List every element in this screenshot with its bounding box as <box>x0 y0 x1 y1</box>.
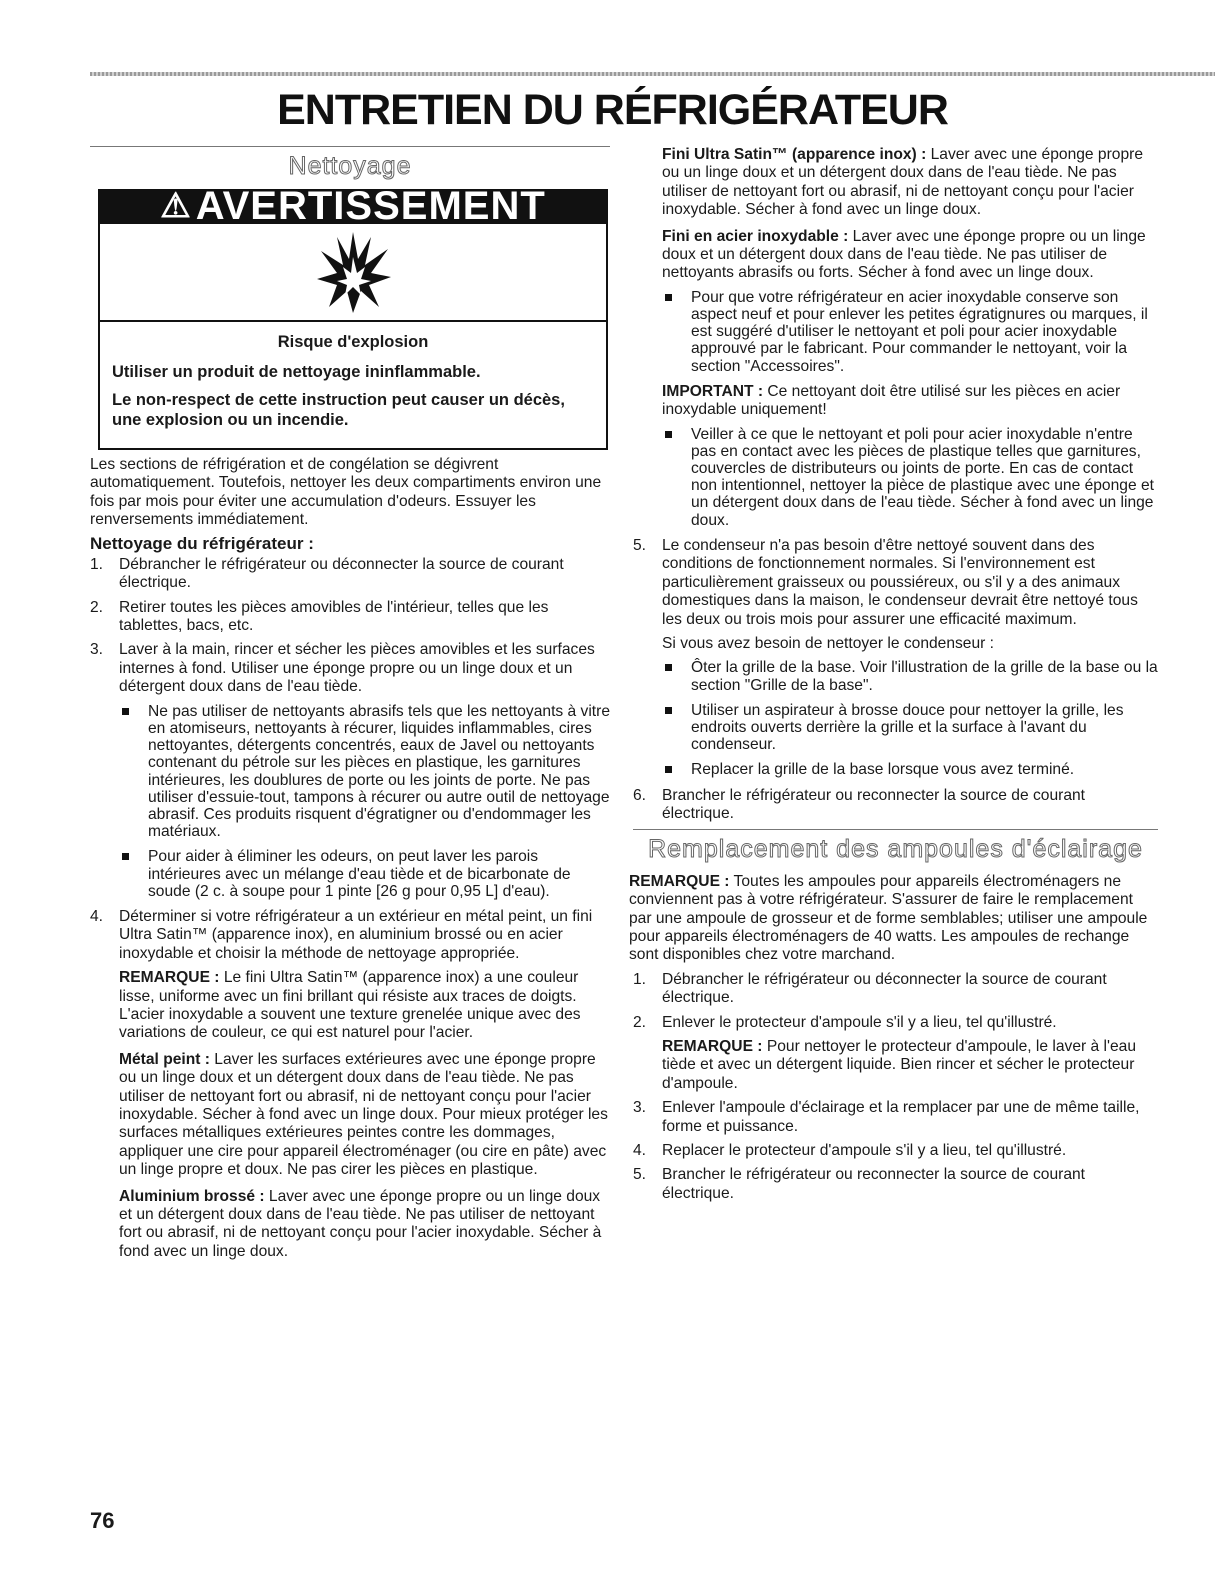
step-text: Brancher le réfrigérateur ou reconnecter la source de courant électrique. <box>662 1166 1085 1202</box>
step-number: 1. <box>633 970 647 988</box>
subheading-nettoyage-refrigerateur: Nettoyage du réfrigérateur : <box>90 534 314 554</box>
warning-triangle-icon: ⚠ <box>160 187 192 226</box>
bulb-remarque-paragraph <box>662 1038 1158 1093</box>
step-5-subtext: Si vous avez besoin de nettoyer le condenseur : <box>662 634 995 652</box>
bullet-item <box>662 761 1158 778</box>
bullet-text: Pour que votre réfrigérateur en acier inoxydable conserve son aspect neuf et pour enlever les petites égratignures ou marques, il est suggéré d'utiliser le nettoyant et poli pour acier inoxydable approuvé par le fabricant. Pour commander le nettoyant, voir la section "Accessoires". <box>691 288 1148 375</box>
list-item <box>633 1099 1158 1136</box>
bullet-square-icon <box>122 853 129 860</box>
warning-title: AVERTISSEMENT <box>195 184 546 229</box>
remarque-label: REMARQUE : <box>662 1038 763 1056</box>
list-item <box>633 537 1158 779</box>
section-heading-ampoules: Remplacement des ampoules d'éclairage <box>648 835 1143 864</box>
aluminium-text: Laver avec une éponge propre ou un linge doux et un détergent doux dans de l'eau tiède. Ne pas utiliser de nettoyant fort ou abrasif, ni de nettoyant conçu pour l'acier inoxydable. Sécher à fond avec un linge doux. <box>119 1187 602 1260</box>
acier-inox-paragraph <box>662 228 1158 283</box>
bullet-square-icon <box>665 707 672 714</box>
step-number: 2. <box>90 598 104 616</box>
list-item <box>90 599 610 636</box>
aluminium-paragraph <box>119 1188 610 1262</box>
important-paragraph <box>662 383 1158 420</box>
ultra-satin-label: Fini Ultra Satin™ (apparence inox) : <box>662 146 927 163</box>
step-number: 5. <box>633 536 647 554</box>
remarque-label: REMARQUE : <box>119 969 220 987</box>
list-item <box>90 641 610 899</box>
step-text: Laver à la main, rincer et sécher les pièces amovibles et les surfaces internes à fond. Utiliser une éponge propre ou un linge doux et un détergent doux dans de l'eau tiède. <box>119 641 595 696</box>
bulb-steps <box>633 971 1158 1203</box>
step-number: 6. <box>633 786 647 804</box>
warning-risk: Risque d'explosion <box>277 332 429 351</box>
step-text: Débrancher le réfrigérateur ou déconnecter la source de courant électrique. <box>119 555 564 592</box>
bullet-square-icon <box>665 294 672 301</box>
divider <box>90 146 610 147</box>
step-text: Enlever l'ampoule d'éclairage et la remplacer par une de même taille, forme et puissance. <box>662 1099 1140 1135</box>
intro-paragraph: Les sections de réfrigération et de congélation se dégivrent automatiquement. Toutefois, nettoyer les deux compartiments environ une fois par mois pour éviter une accumulation d'odeurs. Essuyer les renversements immédiatement. <box>90 455 602 529</box>
step-text: Enlever le protecteur d'ampoule s'il y a lieu, tel qu'illustré. <box>662 1013 1057 1031</box>
inox-bullets <box>662 289 1158 375</box>
acier-inox-text: Laver avec une éponge propre ou un linge doux et un détergent doux dans de l'eau tiède. Ne pas utiliser de nettoyants abrasifs ou forts. Sécher à fond avec un linge doux. <box>662 227 1146 282</box>
list-item <box>633 971 1158 1008</box>
bulb-remarque-intro <box>629 873 1158 965</box>
step-number: 3. <box>90 641 104 659</box>
warning-body <box>100 322 606 448</box>
bullet-item <box>119 703 610 841</box>
warning-box <box>98 184 608 449</box>
bullet-item <box>662 702 1158 754</box>
step-3-bullets <box>119 703 610 900</box>
step-4-continued <box>633 146 1158 529</box>
step-number: 4. <box>633 1142 647 1160</box>
metal-peint-paragraph <box>119 1051 610 1180</box>
list-item <box>633 787 1158 824</box>
warning-header <box>100 184 606 229</box>
cleaning-steps-continued <box>633 537 1158 823</box>
bullet-item <box>662 289 1158 375</box>
step-text: Débrancher le réfrigérateur ou déconnecter la source de courant électrique. <box>662 970 1107 1007</box>
bullet-item <box>662 659 1158 693</box>
bullet-item <box>119 848 610 900</box>
step-number: 2. <box>633 1013 647 1031</box>
list-item <box>633 1142 1158 1160</box>
bullet-text: Pour aider à éliminer les odeurs, on peut laver les parois intérieures avec un mélange d'eau tiède et de bicarbonate de soude (2 c. à soupe pour 1 pinte [26 g pour 0,95 L] d'eau). <box>148 848 571 900</box>
step-text: Déterminer si votre réfrigérateur a un extérieur en métal peint, un fini Ultra Satin™ (apparence inox), en aluminium brossé ou en acier inoxydable et choisir la méthode de nettoyage appropriée. <box>119 907 593 962</box>
step-number: 4. <box>90 907 104 925</box>
warning-symbol-area <box>100 224 606 322</box>
bullet-text: Utiliser un aspirateur à brosse douce pour nettoyer la grille, les endroits ouverts derrière la grille et la surface à l'avant du condenseur. <box>691 701 1124 754</box>
list-item <box>633 1014 1158 1094</box>
step-text: Le condenseur n'a pas besoin d'être nettoyé souvent dans des conditions de fonctionnement normales. Si l'environnement est particulièrement graisseux ou poussiéreux, ou s'il y a des animaux domestiques dans la maison, le condenseur devrait être nettoyé tous les deux ou trois mois pour assurer une efficacité maximum. <box>662 536 1138 628</box>
remarque-text: Pour nettoyer le protecteur d'ampoule, le laver à l'eau tiède et avec un détergent liquide. Bien rincer et sécher le protecteur d'ampoule. <box>662 1038 1136 1092</box>
important-text: Ce nettoyant doit être utilisé sur les pièces en acier inoxydable uniquement! <box>662 382 1121 419</box>
metal-peint-text: Laver les surfaces extérieures avec une éponge propre ou un linge doux et un détergent doux dans de l'eau tiède. Ne pas utiliser de nettoyant fort ou abrasif, ni de nettoyant conçu pour l'acier inoxydable. Sécher à fond avec un linge doux. Pour mieux protéger les surfaces métalliques extérieures peintes contre les dommages, appliquer une cire pour appareil électroménager (ou cire en pâte) avec un linge propre et doux. Ne pas cirer les pièces en plastique. <box>119 1050 608 1179</box>
important-bullets <box>662 426 1158 529</box>
remarque-label: REMARQUE : <box>629 872 730 890</box>
warning-line-2: Le non-respect de cette instruction peut causer un décès, une explosion ou un incendie. <box>112 390 565 429</box>
page-number: 76 <box>90 1508 115 1533</box>
bullet-text: Replacer la grille de la base lorsque vous avez terminé. <box>691 761 1075 779</box>
step-number: 1. <box>90 555 104 573</box>
page-title: ENTRETIEN DU RÉFRIGÉRATEUR <box>277 86 948 134</box>
list-item <box>90 908 610 1261</box>
remarque-text: Toutes les ampoules pour appareils électroménagers ne conviennent pas à votre réfrigérateur. S'assurer de faire le remplacement par une ampoule de grosseur et de forme semblables; utiliser une ampoule pour appareils électroménagers de 40 watts. Les ampoules de rechange sont disponibles chez votre marchand. <box>629 872 1148 964</box>
bullet-square-icon <box>122 708 129 715</box>
explosion-icon <box>313 227 393 317</box>
bullet-text: Veiller à ce que le nettoyant et poli pour acier inoxydable n'entre pas en contact avec les pièces de plastique telles que garnitures, couvercles de distributeurs ou joints de porte. En cas de contact non intentionnel, nettoyer la pièce de plastique avec une éponge et un détergent doux dans de l'eau tiède. Sécher à fond avec un linge doux. <box>691 425 1154 529</box>
list-item <box>90 556 610 593</box>
ultra-satin-paragraph <box>662 146 1158 220</box>
left-column <box>90 146 610 1267</box>
step-number: 3. <box>633 1099 647 1117</box>
step-text: Brancher le réfrigérateur ou reconnecter la source de courant électrique. <box>662 786 1085 822</box>
bullet-square-icon <box>665 664 672 671</box>
top-dotted-rule <box>90 72 1215 76</box>
aluminium-label: Aluminium brossé : <box>119 1187 265 1205</box>
right-column <box>629 146 1158 1209</box>
step-5-bullets <box>662 659 1158 778</box>
metal-peint-label: Métal peint : <box>119 1050 210 1068</box>
bullet-text: Ne pas utiliser de nettoyants abrasifs tels que les nettoyants à vitre en atomiseurs, nettoyants à récurer, liquides inflammables, cires nettoyantes, détergents concentrés, eaux de Javel ou nettoyants contenant du pétrole sur les pièces en plastique, les garnitures intérieures, les doublures de porte ou les joints de porte. Ne pas utiliser d'essuie-tout, tampons à récurer ou autre outil de nettoyage abrasif. Ces produits risquent d'égratigner ou d'endommager les matériaux. <box>148 702 610 841</box>
acier-inox-label: Fini en acier inoxydable : <box>662 227 849 245</box>
bullet-square-icon <box>665 431 672 438</box>
bullet-text: Ôter la grille de la base. Voir l'illustration de la grille de la base ou la section "Grille de la base". <box>691 659 1158 694</box>
section-heading-nettoyage: Nettoyage <box>288 152 412 180</box>
cleaning-steps <box>90 556 610 1261</box>
bullet-square-icon <box>665 766 672 773</box>
bullet-item <box>662 426 1158 529</box>
warning-line-1: Utiliser un produit de nettoyage ininflammable. <box>112 362 481 381</box>
divider <box>633 829 1158 830</box>
ultra-satin-text: Laver avec une éponge propre ou un linge doux et un détergent doux dans de l'eau tiède. Ne pas utiliser de nettoyant fort ou abrasif, ni de nettoyant conçu pour l'acier inoxydable. Sécher à fond avec un linge doux. <box>662 146 1144 219</box>
important-label: IMPORTANT : <box>662 382 764 400</box>
list-item <box>633 1166 1158 1203</box>
step-text: Replacer le protecteur d'ampoule s'il y a lieu, tel qu'illustré. <box>662 1142 1067 1160</box>
step-text: Retirer toutes les pièces amovibles de l'intérieur, telles que les tablettes, bacs, etc. <box>119 598 549 635</box>
remarque-text: Le fini Ultra Satin™ (apparence inox) a une couleur lisse, uniforme avec un fini brillant qui résiste aux traces de doigts. L'acier inoxydable a souvent une texture grenelée unique avec des variations de couleur, ce qui est naturel pour l'acier. <box>119 969 581 1042</box>
remarque-paragraph <box>119 969 610 1043</box>
step-number: 5. <box>633 1166 647 1184</box>
